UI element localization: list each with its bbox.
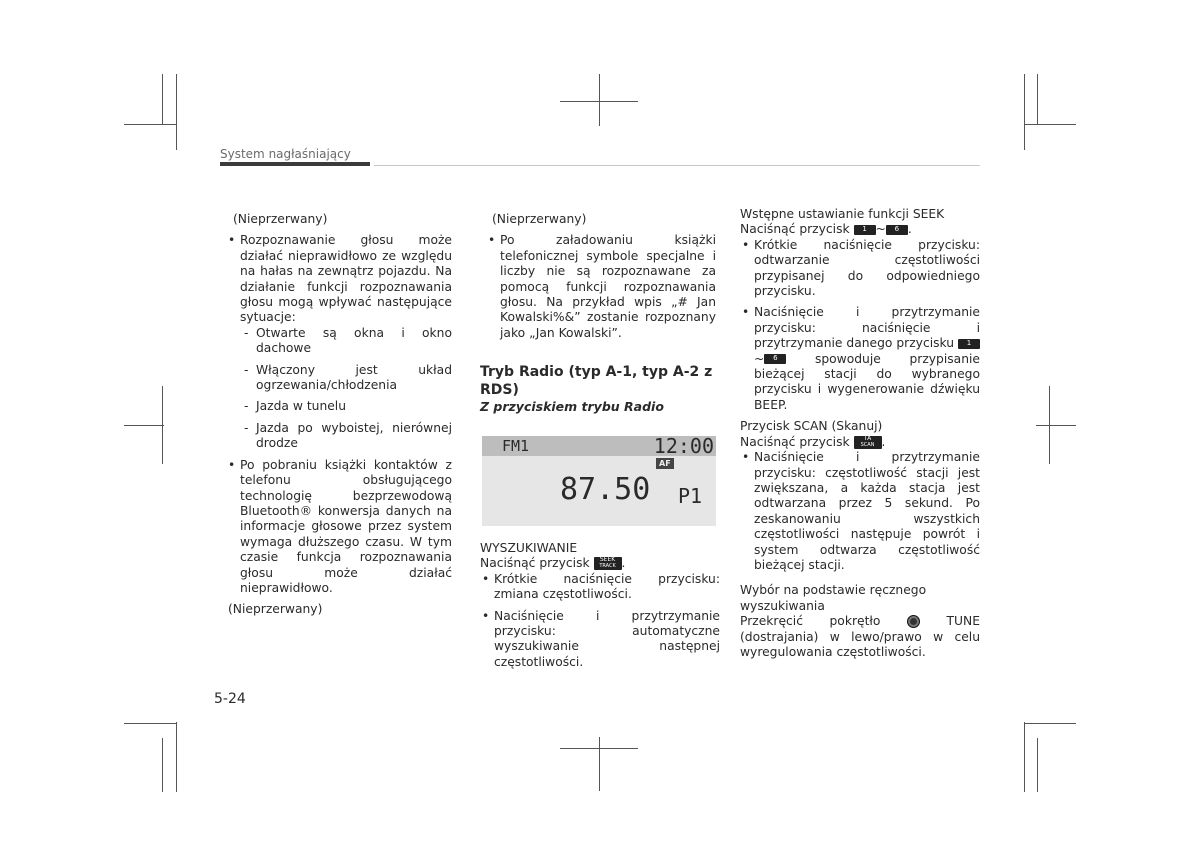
tune-knob-icon <box>907 615 920 628</box>
display-frequency: 87.50 <box>560 472 651 507</box>
scan-press-line: Naciśnąć przycisk TA SCAN . <box>740 434 886 449</box>
continued-label: (Nieprzerwany) <box>492 212 587 226</box>
seek-track-button-icon: SEEK TRACK <box>594 557 622 570</box>
crop-mark <box>1024 723 1076 724</box>
display-preset: P1 <box>678 484 703 508</box>
preset-6-button-icon: 6 <box>764 354 786 364</box>
column-1 <box>228 212 452 618</box>
preset-6-button-icon: 6 <box>886 225 908 235</box>
crop-mark <box>1037 738 1038 792</box>
radio-display <box>482 436 716 526</box>
crop-mark <box>124 124 176 125</box>
sub-item: - Włączony jest układ ogrzewania/chłodzenia <box>244 362 452 393</box>
crop-mark <box>1024 722 1025 792</box>
manual-text: Przekręcić pokrętło TUNE (dostrajania) w lewo/prawo w celu wyregulowania częstotliwości. <box>740 614 980 659</box>
section-subtitle: Z przyciskiem trybu Radio <box>480 399 664 415</box>
crop-mark <box>599 74 600 126</box>
column-2 <box>480 212 716 415</box>
crop-mark <box>162 738 163 792</box>
crop-mark <box>124 723 176 724</box>
ta-scan-button-icon: TA SCAN <box>854 436 882 449</box>
display-af-badge: AF <box>656 458 674 469</box>
crop-mark <box>124 425 164 426</box>
continued-label: (Nieprzerwany) <box>233 212 328 226</box>
scan-heading: Przycisk SCAN (Skanuj) <box>740 419 883 434</box>
column-3 <box>740 207 980 660</box>
sub-item: - Jazda po wyboistej, nierównej drodze <box>244 420 452 451</box>
sub-item: - Otwarte są okna i okno dachowe <box>244 325 452 356</box>
header-rule <box>374 165 980 166</box>
crop-mark <box>162 74 163 124</box>
preset-1-button-icon: 1 <box>958 339 980 349</box>
bullet-scan: • Naciśnięcie i przytrzymanie przycisku: częstotliwość stacji jest zwiększana, a każda stacja jest odtwarzana przez 5 sekund. Po zeskanowaniu wszystkich częstotliwości następuje powrót i system odtwarza częstotliwość bieżącej stacji. <box>742 450 980 573</box>
bullet-phonebook-symbols: • Po załadowaniu książki telefonicznej symbole specjalne i liczby nie są rozpoznawane za pomocą funkcji rozpoznawania głosu. Na przykład wpis „# Jan Kowalski%&” zostanie rozpoznany jako „Jan Kowalski”. <box>488 233 716 341</box>
page-number: 5-24 <box>214 691 246 707</box>
section-title: Tryb Radio (typ A-1, typ A-2 z RDS) <box>480 364 713 399</box>
crop-mark <box>560 101 638 102</box>
bullet-voice-noise: • Rozpoznawanie głosu może działać nieprawidłowo ze względu na hałas na zewnątrz pojazdu. Na działanie funkcji rozpoznawania głosu mogą wpływać następujące sytuacje: <box>228 233 452 325</box>
crop-mark <box>1036 425 1076 426</box>
crop-mark <box>599 737 600 791</box>
header-bar <box>220 162 370 166</box>
crop-mark <box>1024 124 1076 125</box>
page-header-title: System nagłaśniający <box>220 147 351 161</box>
bullet-seek-long: • Naciśnięcie i przytrzymanie przycisku: automatyczne wyszukiwanie następnej częstotliwości. <box>482 609 720 671</box>
preset-1-button-icon: 1 <box>854 225 876 235</box>
preset-heading: Wstępne ustawianie funkcji SEEK <box>740 207 945 221</box>
crop-mark <box>1024 74 1025 150</box>
bullet-preset-long: • Naciśnięcie i przytrzymanie przycisku: naciśnięcie i przytrzymanie danego przycisku 1~ 6 spowoduje przypisanie bieżącej stacji do wybranego przycisku i wygenerowanie dźwięku BEEP. <box>742 305 980 413</box>
display-band: FM1 <box>502 437 530 455</box>
column-2-lower <box>480 541 720 670</box>
preset-press-line: Naciśnąć przycisk 1 ~ 6 . <box>740 222 912 237</box>
sub-item: - Jazda w tunelu <box>244 399 347 414</box>
crop-mark <box>176 74 177 150</box>
seek-press-line: Naciśnąć przycisk SEEK TRACK . <box>480 556 626 571</box>
bullet-phonebook-conversion: • Po pobraniu książki kontaktów z telefonu obsługującego technologię bezprzewodową Bluetooth® konwersja danych na informacje głosowe przez system wymaga dłuższego czasu. W tym czasie funkcja rozpoznawania głosu może działać nieprawidłowo. <box>228 458 452 597</box>
manual-heading: Wybór na podstawie ręcznego wyszukiwania <box>740 583 927 613</box>
crop-mark <box>176 722 177 792</box>
bullet-preset-short: • Krótkie naciśnięcie przycisku: odtwarzanie częstotliwości przypisanej do odpowiedniego przycisku. <box>742 238 980 300</box>
display-clock: 12:00 <box>653 434 714 458</box>
crop-mark <box>560 748 638 749</box>
continued-label-footer: (Nieprzerwany) <box>228 602 323 617</box>
crop-mark <box>1037 74 1038 124</box>
bullet-seek-short: • Krótkie naciśnięcie przycisku: zmiana częstotliwości. <box>482 572 720 603</box>
seek-heading: WYSZUKIWANIE <box>480 541 578 555</box>
